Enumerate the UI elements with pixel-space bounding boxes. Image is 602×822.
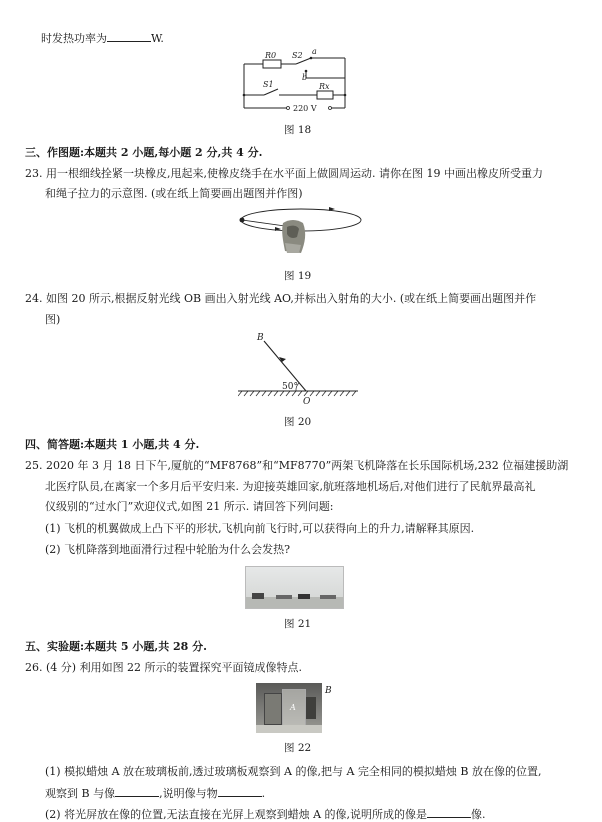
fig22-caption: 图 22 bbox=[284, 742, 312, 754]
label-b: B bbox=[257, 333, 264, 343]
figure-21-photo bbox=[245, 566, 344, 609]
q24-line1: 24. 如图 20 所示,根据反射光线 OB 画出入射光线 AO,并标出入射角的大小. (或在纸上简要画出题图并作 bbox=[25, 292, 537, 305]
section-4-title: 四、简答题:本题共 1 小题,共 4 分. bbox=[25, 438, 200, 451]
q26-sub1b bbox=[45, 786, 265, 801]
q26-sub1b-end: . bbox=[261, 787, 266, 800]
q22-tail-text: 时发热功率为 bbox=[41, 32, 107, 45]
label-s2: S2 bbox=[292, 51, 303, 60]
label-r0: R0 bbox=[265, 51, 277, 60]
answer-blank[interactable] bbox=[107, 31, 151, 42]
q25-line2: 北医疗队员,在离家一个多月后平安归来. 为迎接英雄回家,航班落地机场后,对他们进行了民航界最高礼 bbox=[45, 480, 536, 493]
figure-18-circuit bbox=[232, 48, 362, 114]
q22-tail bbox=[41, 31, 164, 46]
figure-19-eraser-circle bbox=[235, 203, 365, 261]
q25-line1: 25. 2020 年 3 月 18 日下午,厦航的“MF8768”和“MF8770”两架飞机降落在长乐国际机场,232 位福建援助湖 bbox=[25, 459, 569, 472]
q24-line2: 图) bbox=[45, 313, 61, 326]
fig18-caption: 图 18 bbox=[284, 124, 312, 136]
label-b: b bbox=[302, 73, 308, 82]
resistor-rx bbox=[317, 91, 333, 99]
resistor-r0 bbox=[263, 60, 281, 68]
q26-sub1a: (1) 模拟蜡烛 A 放在玻璃板前,透过玻璃板观察到 A 的像,把与 A 完全相同的模拟蜡烛 B 放在像的位置, bbox=[45, 765, 542, 778]
q26-sub1b-mid: ,说明像与物 bbox=[159, 787, 218, 800]
figure-20-reflection bbox=[238, 328, 368, 406]
figure-22-photo bbox=[256, 683, 322, 733]
q26-sub2-pre: (2) 将光屏放在像的位置,无法直接在光屏上观察到蜡烛 A 的像,说明所成的像是 bbox=[45, 808, 428, 821]
label-rx: Rx bbox=[319, 82, 330, 91]
hand-image bbox=[282, 220, 305, 253]
answer-blank[interactable] bbox=[115, 786, 159, 797]
fig20-caption: 图 20 bbox=[284, 416, 312, 428]
label-o: O bbox=[303, 397, 311, 406]
fig19-caption: 图 19 bbox=[284, 270, 312, 282]
q23-line2: 和绳子拉力的示意图. (或在纸上简要画出题图并作图) bbox=[45, 187, 303, 200]
answer-blank[interactable] bbox=[218, 786, 262, 797]
label-s1: S1 bbox=[263, 80, 274, 89]
q26-sub2-end: 像. bbox=[471, 808, 486, 821]
q26-line1: 26. (4 分) 利用如图 22 所示的装置探究平面镜成像特点. bbox=[25, 661, 303, 674]
label-voltage: 220 V bbox=[293, 104, 317, 113]
q25-sub2: (2) 飞机降落到地面滑行过程中轮胎为什么会发热? bbox=[45, 543, 290, 556]
fig21-caption: 图 21 bbox=[284, 618, 312, 630]
angle-label: 50° bbox=[282, 382, 298, 392]
q23-line1: 23. 用一根细线拴紧一块橡皮,甩起来,使橡皮绕手在水平面上做圆周运动. 请你在图 19 中画出橡皮所受重力 bbox=[25, 167, 543, 180]
q26-sub1b-pre: 观察到 B 与像 bbox=[45, 787, 116, 800]
q26-sub2 bbox=[45, 807, 486, 822]
section-5-title: 五、实验题:本题共 5 小题,共 28 分. bbox=[25, 640, 207, 653]
label-b: B bbox=[325, 686, 332, 696]
q25-sub1: (1) 飞机的机翼做成上凸下平的形状,飞机向前飞行时,可以获得向上的升力,请解释其原因. bbox=[45, 522, 475, 535]
label-a: a bbox=[312, 48, 317, 56]
q22-tail-unit: W. bbox=[151, 32, 164, 45]
section-3-title: 三、作图题:本题共 2 小题,每小题 2 分,共 4 分. bbox=[25, 146, 263, 159]
answer-blank[interactable] bbox=[427, 807, 471, 818]
q25-line3: 仪级别的“过水门”欢迎仪式,如图 21 所示. 请回答下列问题: bbox=[45, 500, 334, 513]
switch-s1 bbox=[264, 89, 278, 95]
label-a: A bbox=[290, 703, 296, 712]
